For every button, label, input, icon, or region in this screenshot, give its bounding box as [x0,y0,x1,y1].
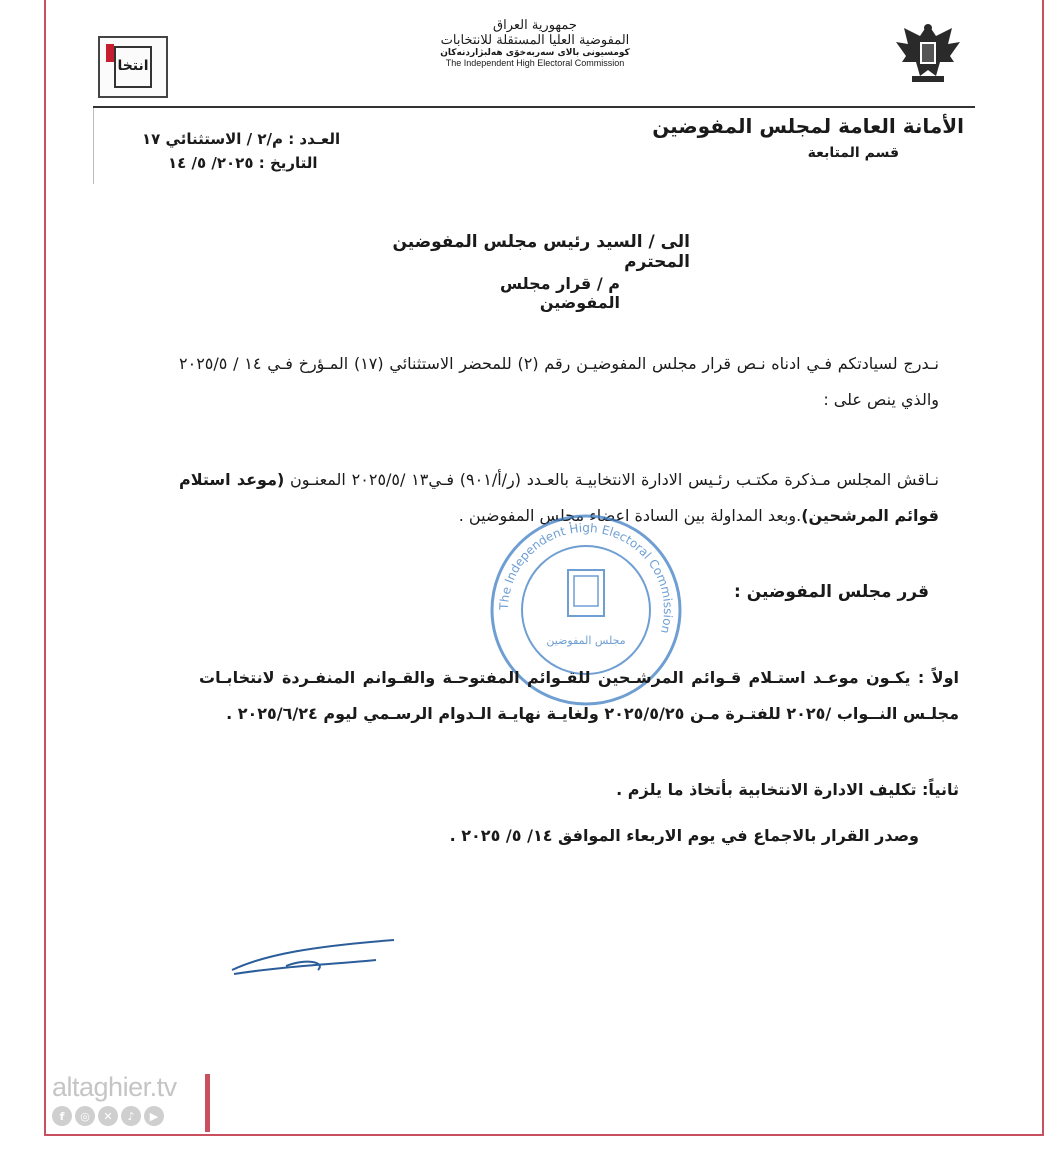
site-watermark [52,1072,177,1103]
addressee: الى / السيد رئيس مجلس المفوضين المحترم [392,232,690,272]
decision-second: ثانياً: تكليف الادارة الانتخابية بأتخاذ ما يلزم . [616,780,959,799]
iraq-emblem-icon [892,18,964,86]
watermark-social-icons [52,1106,164,1126]
logo-text: انتخا [117,58,149,74]
letterhead [400,18,670,68]
stamp-center-text: مجلس المفوضين [546,634,626,647]
subject-line: م / قرار مجلس المفوضين [500,274,620,312]
header-divider [93,106,975,108]
decision-issued: وصدر القرار بالاجماع في يوم الاربعاء الموافق ١٤/ ٥/ ٢٠٢٥ . [449,826,919,845]
letterhead-org-english: The Independent High Electoral Commission [445,58,625,68]
stamp-ring-english: The Independent High Electoral Commission [496,520,676,635]
letterhead-org-kurdish: كومسيونى بالاى سەربەخۆى هەلبژاردنەكان [440,48,630,58]
department-title: الأمانة العامة لمجلس المفوضين [652,114,964,138]
x-icon: ✕ [98,1106,118,1126]
watermark-accent-bar [205,1074,210,1132]
discussion-title: (موعد استلام قوائم المرشحين) [179,470,939,525]
ihec-logo [98,36,168,98]
facebook-icon: f [52,1106,72,1126]
discussion-text-2: .وبعد المداولة بين السادة اعضاء مجلس المفوضين . [458,506,802,525]
reference-date: التاريخ : ٢٠٢٥/ ٥/ ١٤ [168,154,318,172]
letterhead-org-arabic: المفوضية العليا المستقلة للانتخابات [440,33,630,48]
signature [226,936,406,980]
discussion-text-1: نـاقش المجلس مـذكرة مكتـب رئـيس الادارة الانتخابيـة بالعـدد (ر/أ/٩٠١) فـي١٣ /٢٠٢٥/٥ المعنـون [284,470,939,489]
tiktok-icon: ♪ [121,1106,141,1126]
reference-number: العـدد : م/٢ / الاستثنائي ١٧ [142,130,341,148]
instagram-icon: ◎ [75,1106,95,1126]
decision-heading: قرر مجلس المفوضين : [734,582,929,602]
department-subtitle: قسم المتابعة [807,145,899,161]
margin-line [93,108,94,184]
youtube-icon: ▶ [144,1106,164,1126]
decision-first: اولاً : يكـون موعـد استـلام قـوائم المرشـحين للقـوائم المفتوحـة والقـوانم المنفـردة لانتخابـات مجلـس النــواب /٢٠٢٥ للفتـرة مـن ٢٠٢٥/٥/٢٥ ولغايـة نهايـة الـدوام الرسـمي ليوم ٢٠٢٥/٦/٢٤ . [199,668,959,723]
watermark-site-name: altaghier.tv [52,1072,177,1102]
intro-paragraph: نـدرج لسيادتكم فـي ادناه نـص قرار مجلس المفوضيـن رقم (٢) للمحضر الاستثنائي (١٧) المـؤرخ فـي ١٤ / ٢٠٢٥/٥ والذي ينص على : [179,354,940,409]
letterhead-country: جمهورية العراق [493,18,577,33]
